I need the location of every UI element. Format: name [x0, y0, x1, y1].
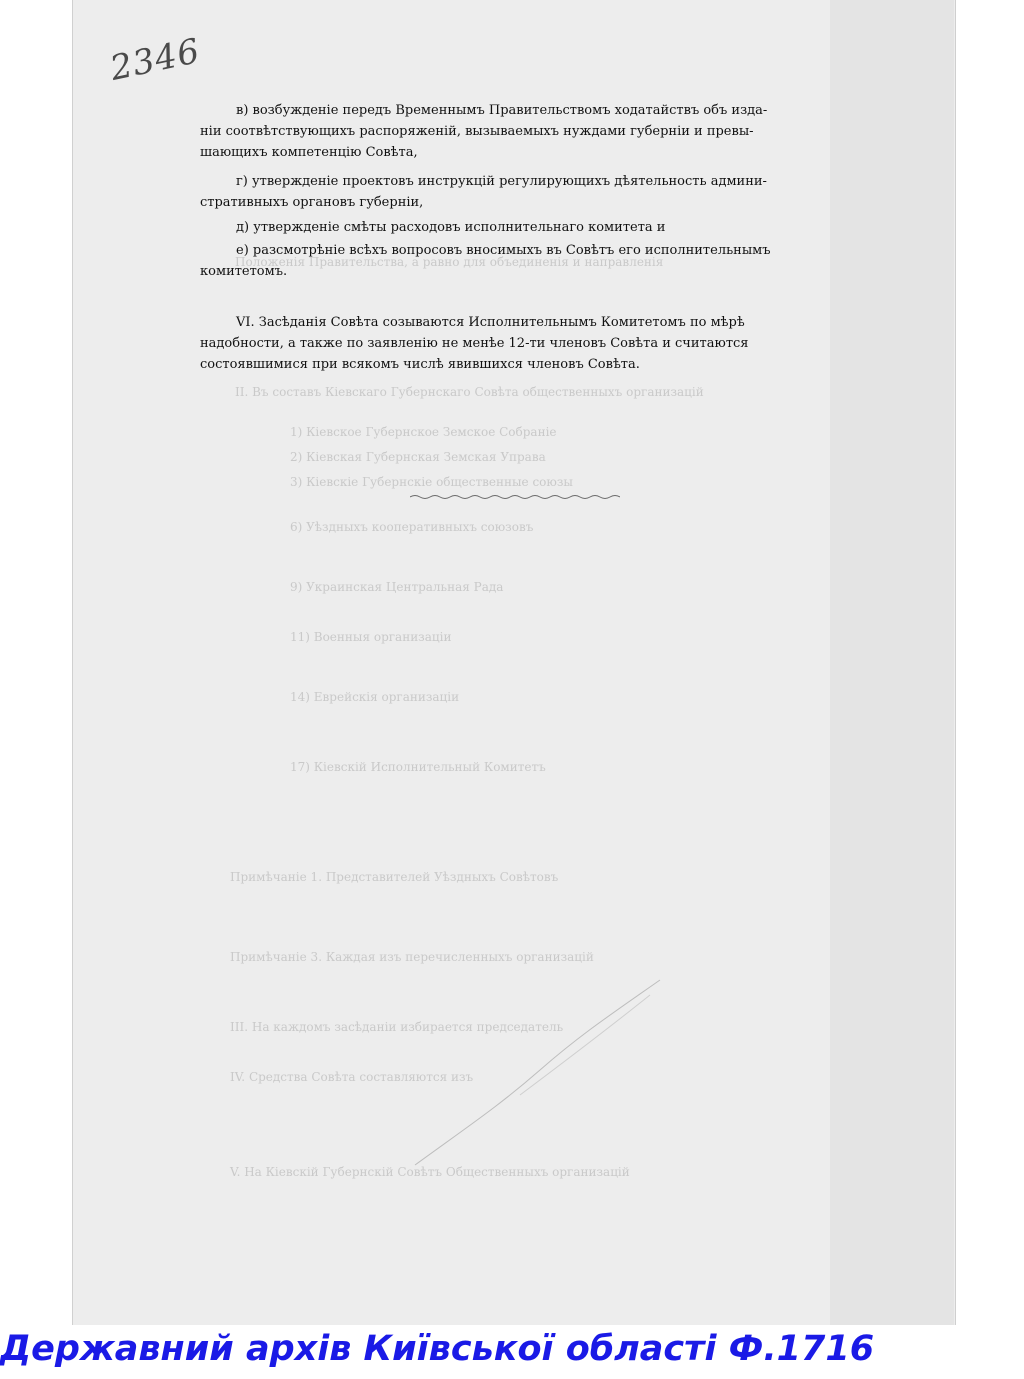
bleed-through-text: Положенiя Правительства, а равно для объединенiя и направленiя	[235, 255, 664, 269]
paper-crease	[410, 975, 670, 1175]
bleed-through-text: Примѣчанiе 1. Представителей Уѣздныхъ Совѣтовъ	[230, 870, 559, 884]
bleed-through-text: V. На Кiевскiй Губернскiй Совѣтъ Общественныхъ организацiй	[230, 1165, 630, 1179]
paragraph	[200, 100, 834, 163]
bleed-through-text: II. Въ составъ Кiевскаго Губернскаго Совѣта общественныхъ организацiй	[235, 385, 704, 399]
bleed-through-text: Примѣчанiе 3. Каждая изъ перечисленныхъ организацiй	[230, 950, 594, 964]
text-line: е) разсмотрѣнiе всѣхъ вопросовъ вносимыхъ въ Совѣтъ его исполнительнымъ	[236, 243, 771, 258]
bleed-through-text: 1) Кiевское Губернское Земское Собранiе	[290, 425, 557, 439]
text-line: комитетомъ.	[200, 264, 288, 279]
document-text	[200, 100, 834, 375]
bleed-through-text: 11) Военныя организацiи	[290, 630, 452, 644]
text-line: VI. Засѣданiя Совѣта созываются Исполнительнымъ Комитетомъ по мѣрѣ	[236, 315, 745, 330]
bleed-through-text: 6) Уѣздныхъ кооперативныхъ союзовъ	[290, 520, 534, 534]
text-line: состоявшимися при всякомъ числѣ явившихся членовъ Совѣта.	[200, 357, 640, 372]
bleed-through-text: 2) Кiевская Губернская Земская Управа	[290, 450, 546, 464]
text-line: стративныхъ органовъ губернiи,	[200, 195, 424, 210]
archive-caption: Державний архів Київської області Ф.1716	[0, 1329, 875, 1369]
bleed-through-text: 9) Украинская Центральная Рада	[290, 580, 504, 594]
text-line: г) утвержденiе проектовъ инструкцiй регулирующихъ дѣятельность админи-	[236, 174, 767, 189]
text-line: шающихъ компетенцiю Совѣта,	[200, 145, 418, 160]
archive-footer	[0, 1325, 1024, 1379]
wavy-divider	[410, 494, 620, 500]
bleed-through-text: III. На каждомъ засѣданiи избирается председатель	[230, 1020, 564, 1034]
bleed-through-text: 3) Кiевскiе Губернскiе общественные союзы	[290, 475, 573, 489]
bleed-through-text: 14) Еврейскiя организацiи	[290, 690, 460, 704]
text-line: в) возбужденіе передъ Временнымъ Правительствомъ ходатайствъ объ изда-	[236, 103, 768, 118]
text-line: надобности, а также по заявленiю не менѣе 12-ти членовъ Совѣта и считаются	[200, 336, 749, 351]
bleed-through-text: IV. Средства Совѣта составляются изъ	[230, 1070, 474, 1084]
paragraph	[200, 312, 834, 375]
bleed-through-text: 17) Кiевскiй Исполнительный Комитетъ	[290, 760, 546, 774]
paragraph	[200, 171, 834, 213]
archive-sheet-number: 2346	[106, 31, 204, 89]
paragraph	[200, 217, 834, 238]
text-line: нiи соотвѣтствующихъ распоряженiй, вызываемыхъ нуждами губернiи и превы-	[200, 124, 754, 139]
paragraph	[200, 240, 834, 282]
sheet-fold-edge	[830, 0, 954, 1325]
text-line: д) утвержденiе смѣты расходовъ исполнительнаго комитета и	[236, 220, 666, 235]
